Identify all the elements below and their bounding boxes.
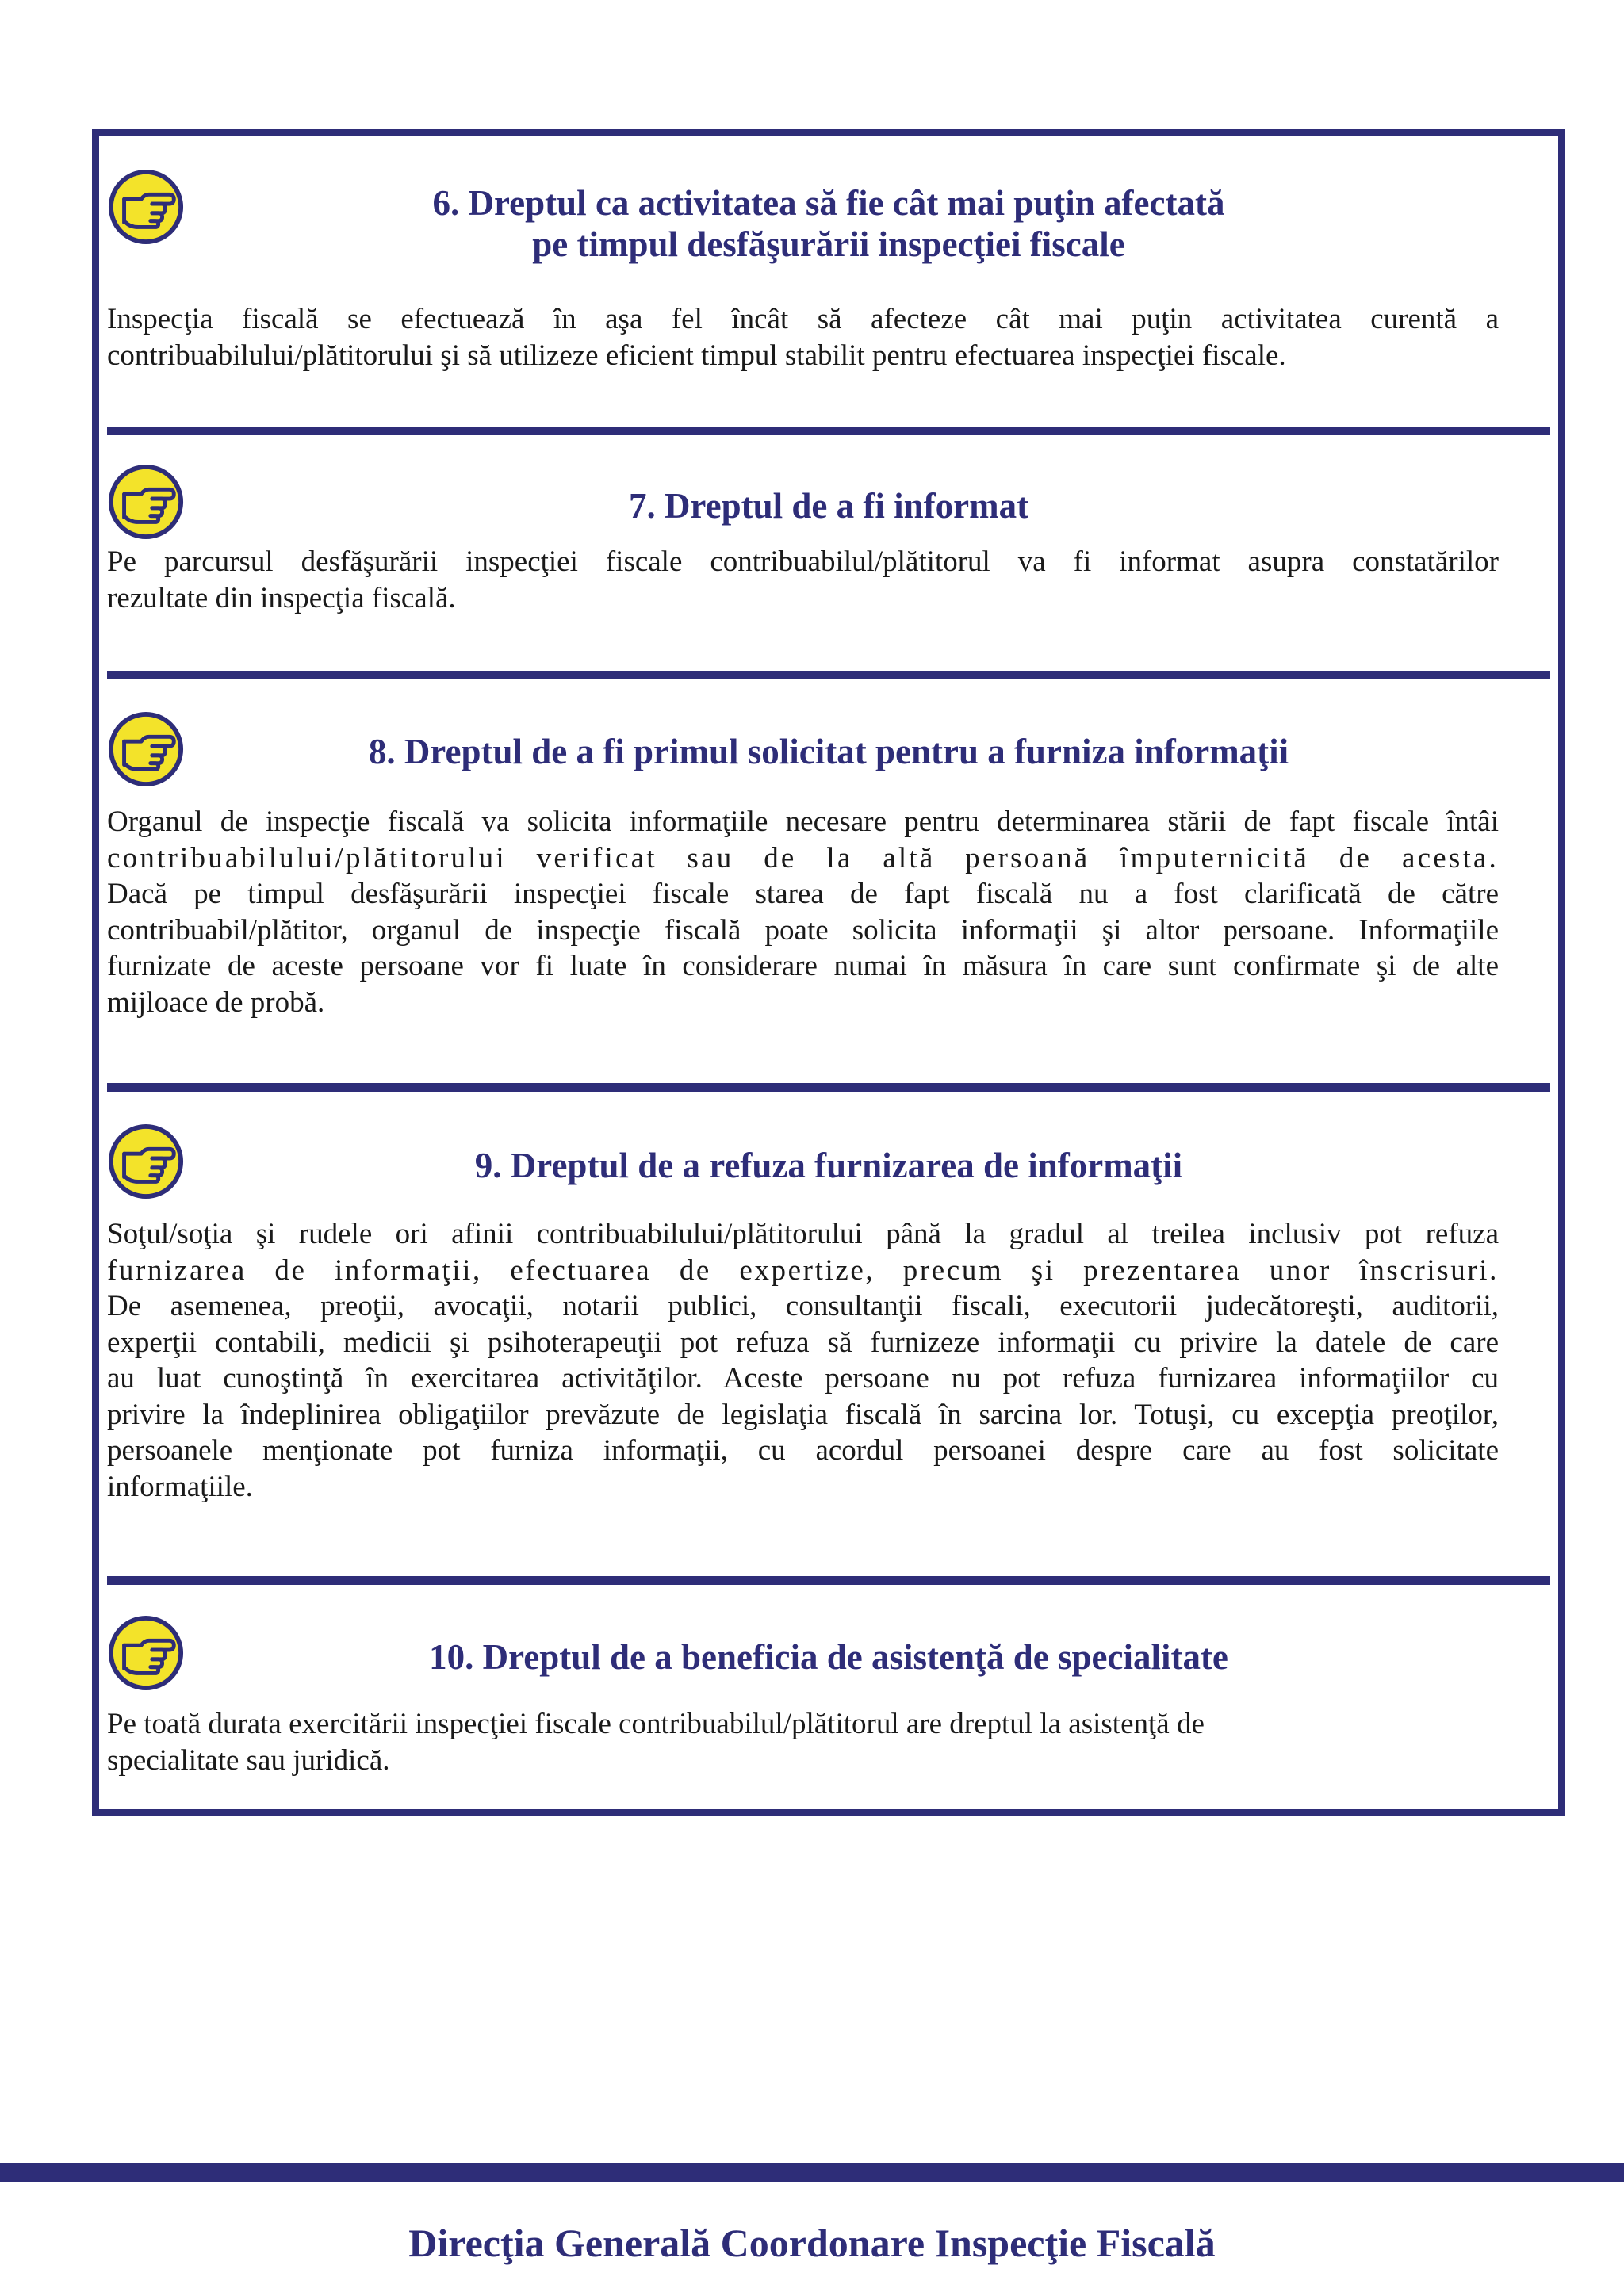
body-line: au luat cunoştinţă în exercitarea activităţilor. Aceste persoane nu pot refuza furnizarea informaţiilor cu <box>107 1362 1499 1395</box>
section-title <box>107 1145 1550 1186</box>
section-title-line: 7. Dreptul de a fi informat <box>628 486 1029 526</box>
section-divider <box>107 1083 1550 1092</box>
body-line: contribuabil/plătitor, organul de inspecţie fiscală poate solicita informaţii şi altor persoane. Informaţiile <box>107 913 1499 947</box>
section-title <box>107 485 1550 526</box>
section-10 <box>107 1614 1550 1804</box>
section-title-line: pe timpul desfăşurării inspecţiei fiscale <box>532 224 1125 264</box>
body-line: experţii contabili, medicii şi psihoterapeuţii pot refuza să furnizeze informaţii cu privire la datele de care <box>107 1326 1499 1359</box>
section-body <box>107 1706 1499 1778</box>
section-divider <box>107 427 1550 435</box>
body-line: Inspecţia fiscală se efectuează în aşa fel încât să afecteze cât mai puţin activitatea curentă a <box>107 303 1499 335</box>
footer-bar <box>0 2163 1624 2182</box>
body-line: furnizate de aceste persoane vor fi luate în considerare numai în măsura în care sunt confirmate şi de alte <box>107 950 1499 982</box>
section-title-line: 10. Dreptul de a beneficia de asistenţă de specialitate <box>429 1637 1228 1677</box>
body-line: De asemenea, preoţii, avocaţii, notarii publici, consultanţii fiscali, executorii judecătoreşti, auditorii, <box>107 1290 1499 1322</box>
body-line: Soţul/soţia şi rudele ori afinii contribuabilului/plătitorului până la gradul al treilea inclusiv pot refuza <box>107 1218 1499 1250</box>
footer-title: Direcţia Generală Coordonare Inspecţie Fiscală <box>408 2221 1216 2265</box>
body-line: Pe parcursul desfăşurării inspecţiei fiscale contribuabilul/plătitorul va fi informat asupra constatărilor <box>107 545 1499 578</box>
section-title <box>107 182 1550 265</box>
section-title <box>107 731 1550 772</box>
body-line: mijloace de probă. <box>107 985 325 1019</box>
section-body <box>107 804 1499 1020</box>
section-title-line: 6. Dreptul ca activitatea să fie cât mai puţin afectată <box>432 183 1225 223</box>
section-divider <box>107 671 1550 679</box>
section-title <box>107 1636 1550 1678</box>
section-6 <box>107 166 1550 404</box>
section-body <box>107 1216 1499 1505</box>
body-line: informaţiile. <box>107 1470 253 1503</box>
section-body <box>107 544 1499 616</box>
body-line: Pe toată durata exercitării inspecţiei fiscale contribuabilul/plătitorul are dreptul la asistenţă de <box>107 1708 1205 1740</box>
section-body <box>107 301 1499 373</box>
section-title-line: 9. Dreptul de a refuza furnizarea de informaţii <box>474 1146 1183 1185</box>
body-line: Organul de inspecţie fiscală va solicita informaţiile necesare pentru determinarea stării de fapt fiscale întâi <box>107 806 1499 838</box>
body-line: contribuabilului/plătitorului verificat sau de la altă persoană împuternicită de acesta. <box>107 841 1499 874</box>
body-line: privire la îndeplinirea obligaţiilor prevăzute de legislaţia fiscală în sarcina lor. Totuşi, cu excepţia preoţilor, <box>107 1398 1499 1431</box>
body-line: furnizarea de informaţii, efectuarea de expertize, precum şi prezentarea unor înscrisuri. <box>107 1253 1499 1287</box>
body-line: Dacă pe timpul desfăşurării inspecţiei fiscale starea de fapt fiscală nu a fost clarificată de către <box>107 878 1499 910</box>
section-7 <box>107 463 1550 645</box>
body-line: contribuabilului/plătitorului şi să utilizeze eficient timpul stabilit pentru efectuarea inspecţiei fiscale. <box>107 339 1286 372</box>
section-divider <box>107 1576 1550 1585</box>
section-8 <box>107 710 1550 1059</box>
section-title-line: 8. Dreptul de a fi primul solicitat pentru a furniza informaţii <box>368 732 1289 771</box>
body-line: persoanele menţionate pot furniza informaţii, cu acordul persoanei despre care au fost solicitate <box>107 1434 1499 1467</box>
body-line: rezultate din inspecţia fiscală. <box>107 581 456 614</box>
body-line: specialitate sau juridică. <box>107 1743 390 1777</box>
section-9 <box>107 1123 1550 1567</box>
